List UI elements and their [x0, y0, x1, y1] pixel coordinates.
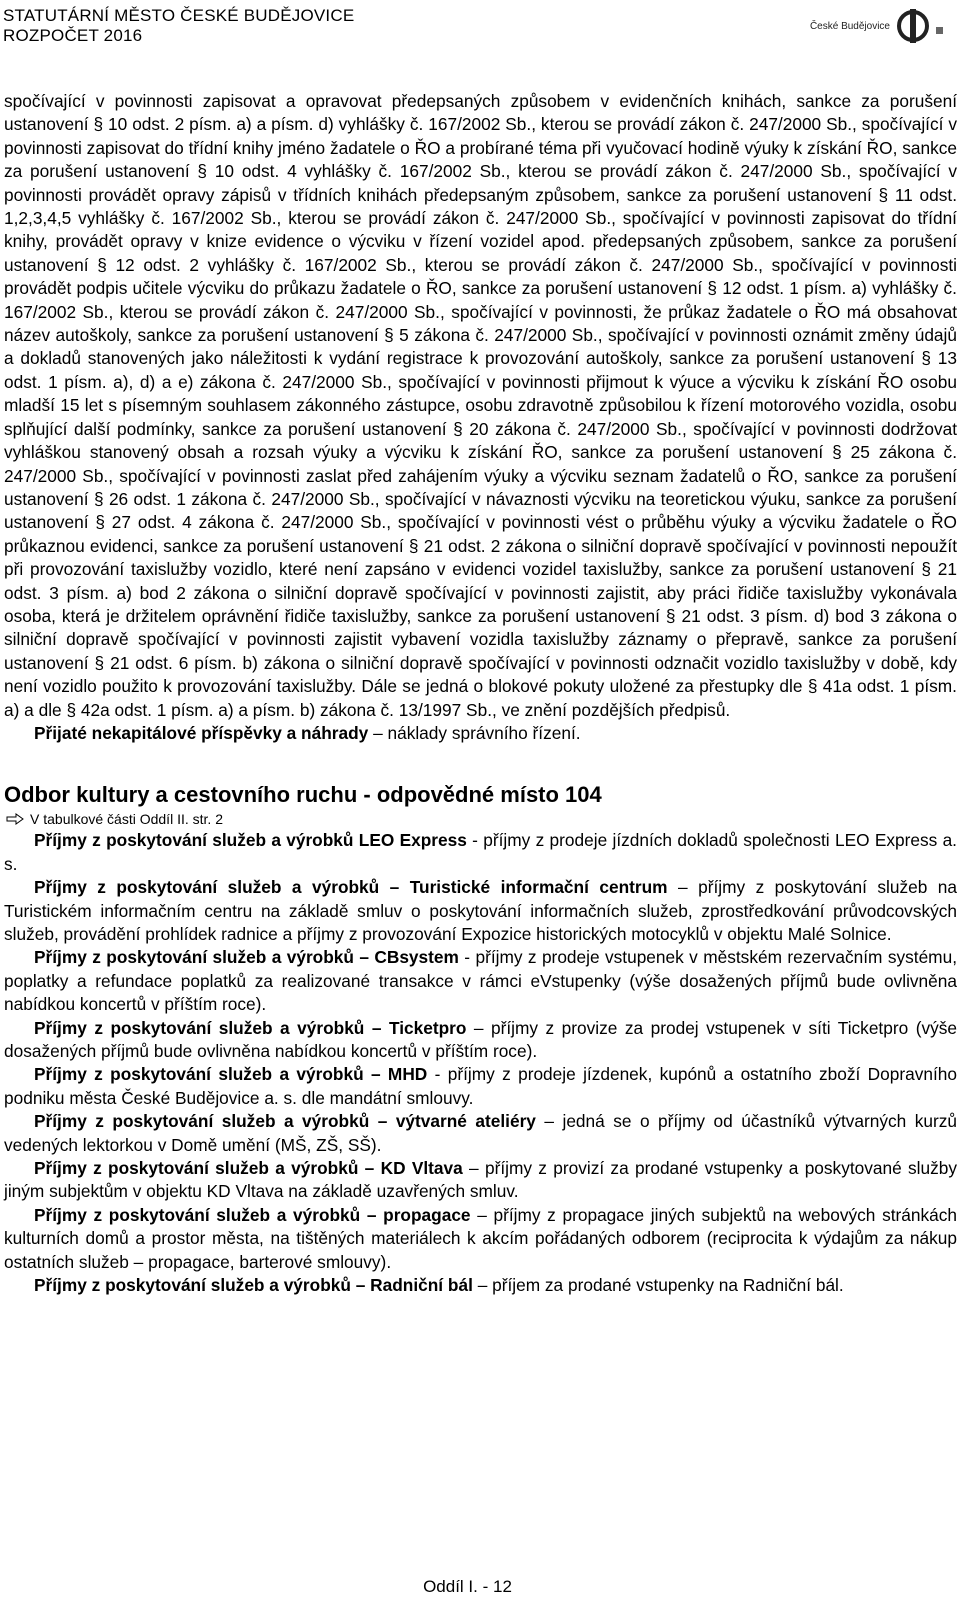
income-item	[4, 1274, 957, 1297]
income-item-text: – příjem za prodané vstupenky na Radniční bál.	[472, 1275, 844, 1296]
page-footer: Oddíl I. - 12	[423, 1577, 512, 1596]
income-item-text: - příjmy z prodeje jízdních dokladů společnosti LEO Express a. s.	[4, 830, 957, 874]
income-item-title: Příjmy z poskytování služeb a výrobků – Radniční bál	[34, 1275, 473, 1296]
income-item-text: - příjmy z prodeje vstupenek v městském rezervačním systému, poplatky a refundace poplatků za realizované transakce v rámci eVstupenky (výše dosažených příjmů bude ovlivněna nabídkou koncertů v příštím roce).	[4, 947, 957, 1015]
income-item-text: – příjmy z propagace jiných subjektů na webových stránkách kulturních domů a prostor města, na tištěných materiálech k akcím pořádaných odborem (reciprocita k výdajům za nákup ostatních služeb – propagace, barterové smlouvy).	[4, 1204, 957, 1272]
income-item-title: Příjmy z poskytování služeb a výrobků – MHD	[34, 1064, 428, 1085]
income-item-title: Příjmy z poskytování služeb a výrobků – KD Vltava	[34, 1158, 463, 1179]
paragraph-sanctions: spočívající v povinnosti zapisovat a opravovat předepsaných způsobem v evidenčních knihách, sankce za porušení ustanovení § 10 odst. 2 písm. a) a písm. d) vyhlášky č. 167/2002 Sb., kterou se provádí zákon č. 247/2000 Sb., spočívající v povinnosti zapisovat do třídní knihy jméno žadatele o ŘO a probírané téma při vyučovací hodině výuky k získání ŘO, sankce za porušení ustanovení § 10 odst. 4 vyhlášky č. 167/2002 Sb., kterou se provádí zákon č. 247/2000 Sb., spočívající v povinnosti provádět opravy zápisů v třídních knihách předepsaným způsobem, sankce za porušení ustanovení § 11 odst. 1,2,3,4,5 vyhlášky č. 167/2002 Sb., kterou se provádí zákon č. 247/2000 Sb., spočívající v povinnosti zapisovat do třídní knihy, provádět opravy v knize evidence o výcviku v řízení vozidel apod. předepsaných způsobem, sankce za porušení ustanovení § 12 odst. 2 vyhlášky č. 167/2002 Sb., kterou se provádí zákon č. 247/2000 Sb., spočívající v povinnosti provádět podpis učitele výcviku do průkazu žadatele o ŘO, sankce za porušení ustanovení § 12 odst. 1 písm. a) vyhlášky č. 167/2002 Sb., kterou se provádí zákon č. 247/2000 Sb., spočívající v povinnosti, že průkaz žadatele o ŘO má obsahovat název autoškoly, sankce za porušení ustanovení § 5 zákona č. 247/2000 Sb., spočívající v povinnosti oznámit změny údajů a dokladů stanovených jako náležitosti k vydání registrace k provozování autoškoly, sankce za porušení ustanovení § 13 odst. 1 písm. a), d) a e) zákona č. 247/2000 Sb., spočívající v povinnosti přijmout k výuce a výcviku k získání ŘO osobu mladší 15 let s písemným souhlasem zákonného zástupce, osobu zdravotně způsobilou k řízení motorového vozidla, osobu splňující další podmínky, sankce za porušení ustanovení § 20 zákona č. 247/2000 Sb., spočívající v povinnosti dodržovat vyhláškou stanovený obsah a rozsah výuky a výcviku k získání ŘO, sankce za porušení ustanovení § 25 zákona č. 247/2000 Sb., spočívající v povinnosti zaslat před zahájením výuky a výcviku seznam žadatelů o ŘO, sankce za porušení ustanovení § 26 odst. 1 zákona č. 247/2000 Sb., spočívající v návaznosti výcviku na teoretickou výuku, sankce za porušení ustanovení § 27 odst. 4 zákona č. 247/2000 Sb., spočívající v povinnosti vést o průběhu výuky a výcviku žadatele o ŘO průkaznou evidenci, sankce za porušení ustanovení § 21 odst. 2 zákona o silniční dopravě spočívající v povinnosti nepoužít při provozování taxislužby vozidlo, které není zapsáno v evidenci vozidel taxislužby, sankce za porušení ustanovení § 21 odst. 3 písm. a) bod 2 zákona o silniční dopravě spočívající v povinnosti zajistit, aby práci řidiče taxislužby vykonávala osoba, která je držitelem oprávnění řidiče taxislužby, sankce za porušení ustanovení § 21 odst. 3 písm. d) bod 3 zákona o silniční dopravě spočívající v povinnosti zajistit vybavení vozidla taxislužby záznamy o přepravě, sankce za porušení ustanovení § 21 odst. 6 písm. b) zákona o silniční dopravě spočívající v povinnosti odznačit vozidlo taxislužby v době, kdy není vozidlo použito k provozování taxislužby. Dále se jedná o blokové pokuty uložené za přestupky dle § 41a odst. 1 písm. a) a dle § 42a odst. 1 písm. a) a písm. b) zákona č. 13/1997 Sb., ve znění pozdějších předpisů.	[4, 91, 957, 720]
section-title: Odbor kultury a cestovního ruchu - odpovědné místo 104	[4, 782, 602, 808]
section-ref-text: V tabulkové části Oddíl II. str. 2	[30, 811, 223, 828]
income-item	[4, 876, 957, 946]
income-item-text: – příjmy z poskytování služeb na Turistickém informačním centru na základě smluv o poskytování informačních služeb, zprostředkování průvodcovských služeb, provádění prohlídek radnice a příjmy z provozování Expozice historických motocyklů v objektu Malé Solnice.	[4, 877, 957, 944]
logo-square-icon	[936, 27, 943, 34]
arrow-right-icon	[6, 813, 24, 825]
income-item-text: – příjmy z provizí za prodané vstupenky a poskytované služby jiným subjektům v objektu KD Vltava na základě uzavřených smluv.	[4, 1158, 957, 1202]
noncapital-bold: Přijaté nekapitálové příspěvky a náhrady	[34, 722, 369, 743]
header-budget: ROZPOČET 2016	[3, 26, 143, 45]
income-item-text: – jedná se o příjmy od účastníků výtvarných kurzů vedených lektorkou v Domě umění (MŠ, ZŠ, SŠ).	[4, 1111, 957, 1155]
noncapital-rest: – náklady správního řízení.	[368, 722, 581, 743]
income-item	[4, 946, 957, 1016]
income-item	[4, 1110, 957, 1157]
city-logo-icon	[896, 8, 930, 44]
paragraph-noncapital	[4, 722, 957, 745]
income-item-title: Příjmy z poskytování služeb a výrobků LEO Express	[34, 830, 467, 851]
income-item-title: Příjmy z poskytování služeb a výrobků – Turistické informační centrum	[34, 877, 668, 898]
income-item-title: Příjmy z poskytování služeb a výrobků – propagace	[34, 1204, 471, 1225]
income-item	[4, 1017, 957, 1064]
city-logo	[810, 8, 943, 44]
income-item	[4, 1063, 957, 1110]
page-header	[3, 6, 957, 54]
income-item	[4, 829, 957, 876]
income-item-title: Příjmy z poskytování služeb a výrobků – Ticketpro	[34, 1017, 467, 1038]
income-item-text: – příjmy z provize za prodej vstupenek v síti Ticketpro (výše dosažených příjmů bude ovlivněna nabídkou koncertů v příštím roce).	[4, 1017, 957, 1062]
header-org: STATUTÁRNÍ MĚSTO ČESKÉ BUDĚJOVICE	[3, 6, 355, 25]
income-item-text: - příjmy z prodeje jízdenek, kupónů a ostatního zboží Dopravního podniku města České Budějovice a. s. dle mandátní smlouvy.	[4, 1064, 957, 1108]
income-item	[4, 1204, 957, 1274]
income-item-title: Příjmy z poskytování služeb a výrobků – CBsystem	[34, 947, 459, 968]
section-reference	[6, 809, 957, 829]
document-body	[4, 90, 957, 1298]
income-item-title: Příjmy z poskytování služeb a výrobků – výtvarné ateliéry	[34, 1111, 536, 1132]
income-item	[4, 1157, 957, 1204]
logo-text: České Budějovice	[809, 20, 890, 32]
